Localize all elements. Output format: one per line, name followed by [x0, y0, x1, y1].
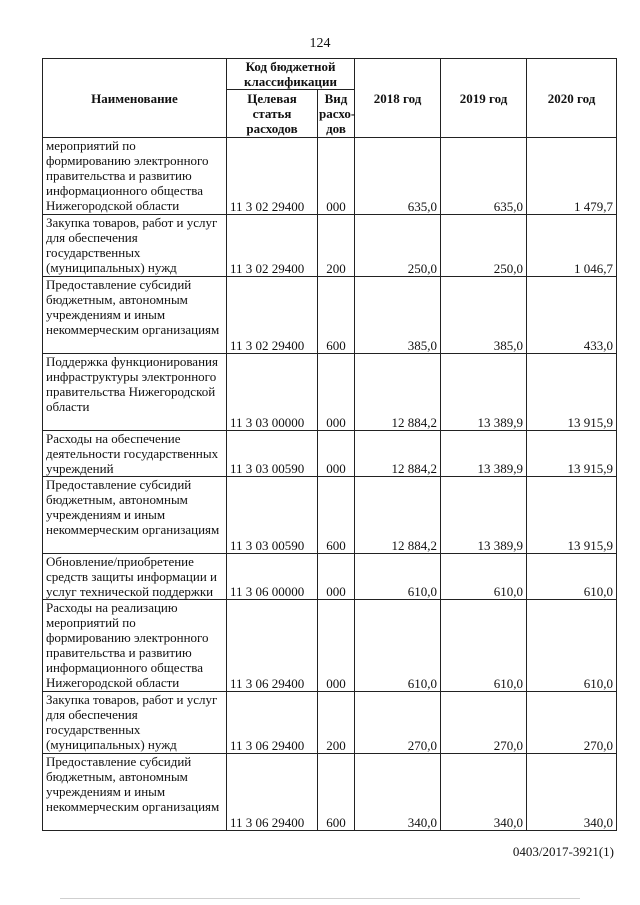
- row-target-article: 11 3 03 00590: [227, 431, 318, 477]
- row-value-2020: 270,0: [527, 692, 617, 754]
- table-row: [43, 754, 617, 831]
- row-value-2018: 385,0: [355, 277, 441, 354]
- header-expense-type: Вид расхо-дов: [319, 91, 356, 136]
- row-value-2019: 635,0: [441, 138, 527, 215]
- row-value-2020: 13 915,9: [527, 431, 617, 477]
- row-value-2020: 433,0: [527, 277, 617, 354]
- row-value-2020: 13 915,9: [527, 354, 617, 431]
- row-value-2018: 12 884,2: [355, 477, 441, 554]
- row-name: Предоставление субсидий бюджетным, автономным учреждениям и иным некоммерческим организациям: [43, 277, 227, 354]
- row-value-2019: 340,0: [441, 754, 527, 831]
- row-value-2018: 610,0: [355, 600, 441, 692]
- table-row: [43, 138, 617, 215]
- table-row: [43, 215, 617, 277]
- row-name: мероприятий по формированию электронного правительства и развитию информационного общества Нижегородской области: [43, 138, 227, 215]
- table-row: [43, 692, 617, 754]
- row-target-article: 11 3 06 29400: [227, 754, 318, 831]
- row-name: Закупка товаров, работ и услуг для обеспечения государственных (муниципальных) нужд: [43, 215, 227, 277]
- row-value-2019: 270,0: [441, 692, 527, 754]
- row-expense-type: 000: [318, 431, 355, 477]
- row-value-2019: 610,0: [441, 554, 527, 600]
- row-value-2018: 270,0: [355, 692, 441, 754]
- header-year-2018: 2018 год: [355, 59, 441, 138]
- row-expense-type: 600: [318, 277, 355, 354]
- row-name: Расходы на реализацию мероприятий по формированию электронного правительства и развитию информационного общества Нижегородской области: [43, 600, 227, 692]
- row-target-article: 11 3 03 00000: [227, 354, 318, 431]
- header-name: Наименование: [43, 59, 227, 138]
- row-name: Предоставление субсидий бюджетным, автономным учреждениям и иным некоммерческим организациям: [43, 477, 227, 554]
- row-target-article: 11 3 06 29400: [227, 600, 318, 692]
- table-header: [43, 59, 617, 138]
- row-target-article: 11 3 06 00000: [227, 554, 318, 600]
- row-value-2020: 13 915,9: [527, 477, 617, 554]
- document-code: 0403/2017-3921(1): [512, 844, 614, 859]
- row-value-2019: 610,0: [441, 600, 527, 692]
- row-name: Закупка товаров, работ и услуг для обеспечения государственных (муниципальных) нужд: [43, 692, 227, 754]
- row-target-article: 11 3 02 29400: [227, 215, 318, 277]
- row-value-2018: 12 884,2: [355, 354, 441, 431]
- row-value-2018: 610,0: [355, 554, 441, 600]
- table-row: [43, 554, 617, 600]
- table-row: [43, 600, 617, 692]
- budget-table: [42, 58, 617, 831]
- table-row: [43, 354, 617, 431]
- row-expense-type: 600: [318, 754, 355, 831]
- row-value-2018: 635,0: [355, 138, 441, 215]
- row-target-article: 11 3 03 00590: [227, 477, 318, 554]
- row-target-article: 11 3 02 29400: [227, 138, 318, 215]
- row-value-2019: 13 389,9: [441, 477, 527, 554]
- page-number: 124: [309, 36, 331, 51]
- row-name: Обновление/приобретение средств защиты информации и услуг технической поддержки: [43, 554, 227, 600]
- header-year-2019: 2019 год: [441, 59, 527, 138]
- row-name: Поддержка функционирования инфраструктуры электронного правительства Нижегородской области: [43, 354, 227, 431]
- row-value-2020: 1 046,7: [527, 215, 617, 277]
- header-year-2020: 2020 год: [527, 59, 617, 138]
- row-value-2018: 340,0: [355, 754, 441, 831]
- row-expense-type: 600: [318, 477, 355, 554]
- row-value-2020: 1 479,7: [527, 138, 617, 215]
- row-expense-type: 200: [318, 215, 355, 277]
- row-name: Предоставление субсидий бюджетным, автономным учреждениям и иным некоммерческим организациям: [43, 754, 227, 831]
- row-value-2020: 610,0: [527, 600, 617, 692]
- row-expense-type: 200: [318, 692, 355, 754]
- table-row: [43, 431, 617, 477]
- table-body: [43, 138, 617, 831]
- row-value-2019: 13 389,9: [441, 354, 527, 431]
- row-value-2018: 12 884,2: [355, 431, 441, 477]
- row-value-2019: 250,0: [441, 215, 527, 277]
- row-expense-type: 000: [318, 354, 355, 431]
- row-expense-type: 000: [318, 600, 355, 692]
- header-code-group: Код бюджетной классификации: [227, 59, 355, 90]
- row-value-2020: 610,0: [527, 554, 617, 600]
- row-value-2019: 385,0: [441, 277, 527, 354]
- row-target-article: 11 3 06 29400: [227, 692, 318, 754]
- scan-edge-line: [60, 898, 580, 899]
- row-value-2020: 340,0: [527, 754, 617, 831]
- row-value-2018: 250,0: [355, 215, 441, 277]
- row-expense-type: 000: [318, 554, 355, 600]
- table-row: [43, 277, 617, 354]
- row-target-article: 11 3 02 29400: [227, 277, 318, 354]
- table-row: [43, 477, 617, 554]
- row-value-2019: 13 389,9: [441, 431, 527, 477]
- header-target-article: Целевая статья расходов: [227, 90, 318, 138]
- row-expense-type: 000: [318, 138, 355, 215]
- row-name: Расходы на обеспечение деятельности государственных учреждений: [43, 431, 227, 477]
